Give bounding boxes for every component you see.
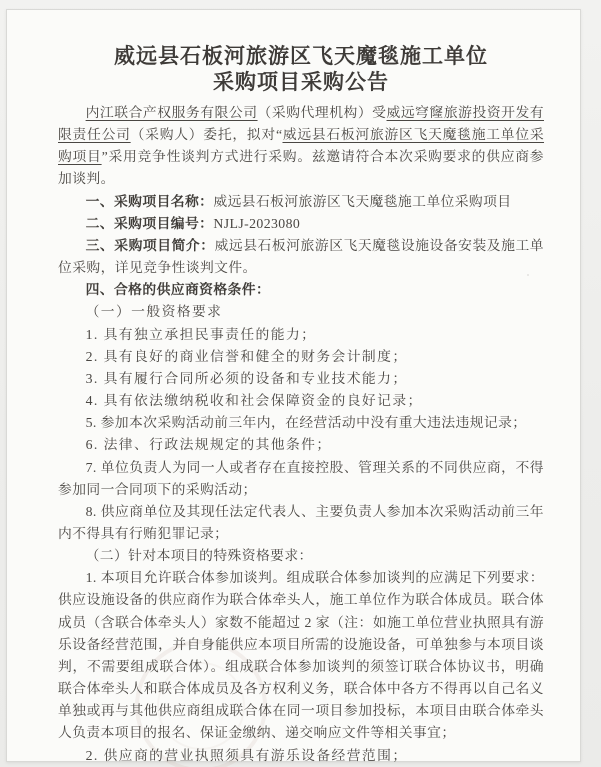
document-page: [6, 9, 581, 762]
special-item-1: 1. 本项目允许联合体参加谈判。组成联合体参加谈判的应满足下列要求：供应设施设备的供应商作为联合体牵头人，施工单位作为联合体成员。联合体成员（含联合体牵头人）家数不能超过 2 家（注：如施工单位营业执照具有游乐设备经营范围，并自身能供应本项目所需的设施设备，可单独参与本项目谈判，不需要组成联合体）。组成联合体参加谈判的须签订联合体协议书，明确联合体牵头人和联合体成员及各方权利义务，联合体中各方不得再以自己名义单独或再与其他供应商组成联合体在同一项目参加投标，本项目由联合体牵头人负责本项目的报名、保证金缴纳、递交响应文件等相关事宜；: [58, 570, 544, 741]
item-project-name-label: 一、采购项目名称：: [85, 193, 214, 209]
item-project-number-value: NJLJ-2023080: [213, 215, 301, 231]
item-project-brief: [58, 235, 544, 279]
special-requirements-heading: （二）针对本项目的特殊资格要求：: [85, 548, 313, 564]
item-project-number: [58, 213, 544, 235]
agency-name: 内江联合产权服务有限公司: [85, 105, 258, 120]
project-name-quoted: 威远县石板河旅游区飞天魔毯施工单位采购项目: [58, 127, 545, 165]
general-item-6: 6. 法律、行政法规规定的其他条件；: [85, 437, 332, 453]
intro-text: （采购代理机构）受: [257, 105, 387, 120]
general-requirements-heading: （一）一般资格要求: [85, 304, 223, 320]
intro-text: （采购人）委托，拟对“: [130, 127, 283, 143]
item-project-number-label: 二、采购项目编号：: [85, 215, 214, 231]
document-title: [58, 43, 544, 95]
purchaser-name: 威远穹窿旅游投资开发有限责任公司: [58, 105, 544, 143]
general-item-3: 3. 具有履行合同所必须的设备和专业技术能力；: [85, 370, 408, 386]
item-project-brief-value: 威远县石板河旅游区飞天魔毯设施设备安装及施工单位采购，详见竞争性谈判文件。: [58, 237, 544, 276]
general-item-8: 8. 供应商单位及其现任法定代表人、主要负责人参加本次采购活动前三年内不得具有行贿犯罪记录；: [58, 503, 544, 541]
document-content: [58, 10, 544, 767]
document-title-line-2: 采购项目采购公告: [213, 70, 389, 94]
general-item-2: 2. 具有良好的商业信誉和健全的财务会计制度；: [85, 348, 408, 364]
intro-text: ”采用竞争性谈判方式进行采购。兹邀请符合本次采购要求的供应商参加谈判。: [58, 149, 544, 187]
intro-paragraph: [58, 102, 544, 191]
general-item-5: 5. 参加本次采购活动前三年内，在经营活动中没有重大违法违规记录；: [85, 415, 527, 431]
special-item-2: 2. 供应商的营业执照须具有游乐设备经营范围；: [85, 747, 408, 763]
item-project-name: [58, 191, 544, 213]
general-item-4: 4. 具有依法缴纳税收和社会保障资金的良好记录；: [85, 393, 423, 409]
item-project-brief-label: 三、采购项目简介：: [85, 237, 215, 253]
document-title-line-1: 威远县石板河旅游区飞天魔毯施工单位: [114, 44, 488, 68]
general-item-1: 1. 具有独立承担民事责任的能力；: [85, 326, 317, 342]
item-project-name-value: 威远县石板河旅游区飞天魔毯施工单位采购项目: [213, 193, 512, 209]
general-item-7: 7. 单位负责人为同一人或者存在直接控股、管理关系的不同供应商，不得参加同一合同项下的采购活动；: [58, 459, 544, 497]
section-4-heading: 四、合格的供应商资格条件：: [85, 282, 271, 298]
